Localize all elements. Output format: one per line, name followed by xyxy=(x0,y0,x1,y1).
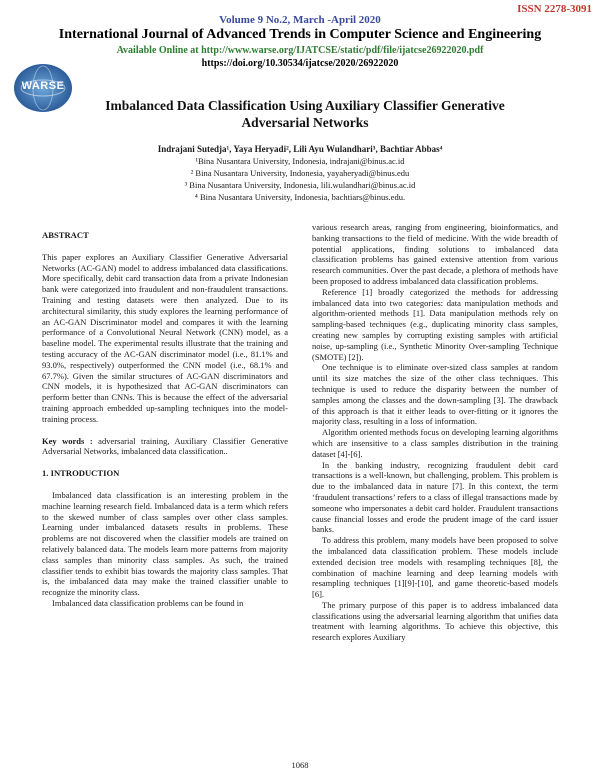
right-paragraph-4: Algorithm oriented methods focus on developing learning algorithms which are insensitive to a class samples distribution in the training dataset [4]-[6]. xyxy=(312,427,558,459)
volume-line: Volume 9 No.2, March -April 2020 xyxy=(219,14,381,26)
right-paragraph-2: Reference [1] broadly categorized the methods for addressing imbalanced data into two categories: data manipulation methods and algorithm-oriented methods [1]. Data manipulation methods rely on sampling-based techniques (e.g., duplicating minority class samples, creating new samples by corrupting existing samples with artificial noise, up-sampling (i.e., Synthetic Minority Over-sampling Technique (SMOTE) [2]). xyxy=(312,286,558,362)
affiliation-2: ² Bina Nusantara University, Indonesia, yayaheryadi@binus.edu xyxy=(190,168,410,178)
affiliation-4: ⁴ Bina Nusantara University, Indonesia, bachtiars@binus.edu. xyxy=(194,192,406,202)
right-paragraph-6: To address this problem, many models have been proposed to solve the imbalanced data classification problem. These models include extended decision tree models with resampling techniques [8], the combination of machine learning and deep learning models with resampling techniques [1][9]-[10], and game theoretic-based models [6]. xyxy=(312,535,558,600)
abstract-text: This paper explores an Auxiliary Classifier Generative Adversarial Networks (AC-GAN) model to address imbalanced data classifications. More specifically, debit card transaction data from a private Indonesian bank were categorized into fraudulent and non-fraudulent transactions. Training and testing datasets were then analyzed. Due to its architectural similarity, this study explores the learning performance of an AC-GAN Discriminator model and compares it with the learning performance of a Convolutional Neural Network (CNN) model, as a baseline model. The experimental results illustrate that the training and testing accuracy of the AC-GAN discriminator model (i.e., 81.1% and 93.0%, respectively) outperformed the CNN model (i.e., 68.1% and 67.7%). Given the similar structures of AC-GAN discriminators and CNN models, it is hypothesized that AC-GAN discriminators can perform better than CNNs. This is because the effect of the adversarial training approach embedded up-sampling techniques into the model-training process. xyxy=(42,251,288,424)
affiliation-3: ³ Bina Nusantara University, Indonesia, lili.wulandhari@binus.ac.id xyxy=(184,180,416,190)
intro-paragraph-1: Imbalanced data classification is an interesting problem in the machine learning research field. Imbalanced data is a term which refers to the skewed number of class samples over other class samples. Learning under imbalanced datasets results in problems. These problems are not discovered when the classifier models are trained on relatively balanced data. The models learn more patterns from majority class samples than minority class samples. As such, the trained classifier tends to exhibit bias towards the majority class samples. That is, the imbalanced data may make the trained classifier unable to recognize the minority class. xyxy=(42,489,288,598)
page-number: 1068 xyxy=(291,760,309,770)
keywords-label: Key words : xyxy=(42,435,93,446)
right-column xyxy=(312,222,558,643)
paper-title-line-2: Adversarial Networks xyxy=(241,115,369,130)
issn-label: ISSN 2278-3091 xyxy=(517,3,592,15)
right-paragraph-5: In the banking industry, recognizing fraudulent debit card transactions is a well-known, but challenging, problem. This problem is due to the imbalanced data in nature [7]. In this context, the term ‘fraudulent transactions’ refers to a class of illegal transactions made by someone who impersonates a debit card holder. Fraudulent transactions cause financial losses and erode the prudent image of the card issuer banks. xyxy=(312,459,558,535)
paper-title-line-1: Imbalanced Data Classification Using Auxiliary Classifier Generative xyxy=(105,98,505,113)
right-paragraph-7: The primary purpose of this paper is to address imbalanced data classifications using the adversarial learning algorithm that unifies data treatment with learning algorithms. To achieve this objective, this research explores Auxiliary xyxy=(312,599,558,643)
introduction-heading: 1. INTRODUCTION xyxy=(42,468,120,479)
available-online-link[interactable]: Available Online at http://www.warse.org/IJATCSE/static/pdf/file/ijatcse26922020.pdf xyxy=(116,45,484,56)
affiliation-1: ¹Bina Nusantara University, Indonesia, indrajani@binus.ac.id xyxy=(195,156,405,166)
warse-logo xyxy=(12,62,74,114)
journal-title: International Journal of Advanced Trends in Computer Science and Engineering xyxy=(58,27,542,42)
right-paragraph-1: various research areas, ranging from engineering, bioinformatics, and banking transactions to the field of medicine. With the wide breadth of potential applications, finding solutions to imbalanced data classification problems has gained extensive attention from various research communities. Over the past decade, a plethora of methods have been proposed to address imbalanced data classification problems. xyxy=(312,222,558,286)
keywords-text: adversarial training, Auxiliary Classifier Generative Adversarial Networks, imbalanced data classification.. xyxy=(42,435,288,457)
warse-logo-text: WARSE xyxy=(21,80,65,92)
paper-title xyxy=(95,97,515,131)
right-paragraph-3: One technique is to eliminate over-sized class samples at random until its size matches the size of the other class techniques. This technique is used to reduce the disparity between the number of samples among the classes and the down-sampling [3]. The drawback of this approach is that it either leads to over-fitting or it ignores the majority class, resulting in a loss of information. xyxy=(312,362,558,427)
author-list: Indrajani Sutedja¹, Yaya Heryadi², Lili Ayu Wulandhari³, Bachtiar Abbas⁴ xyxy=(157,144,443,154)
doi-link[interactable]: https://doi.org/10.30534/ijatcse/2020/26922020 xyxy=(201,58,399,69)
keywords xyxy=(42,436,288,458)
intro-paragraph-2: Imbalanced data classification problems can be found in xyxy=(52,597,244,608)
abstract-heading: ABSTRACT xyxy=(42,230,89,240)
left-column xyxy=(42,230,288,609)
